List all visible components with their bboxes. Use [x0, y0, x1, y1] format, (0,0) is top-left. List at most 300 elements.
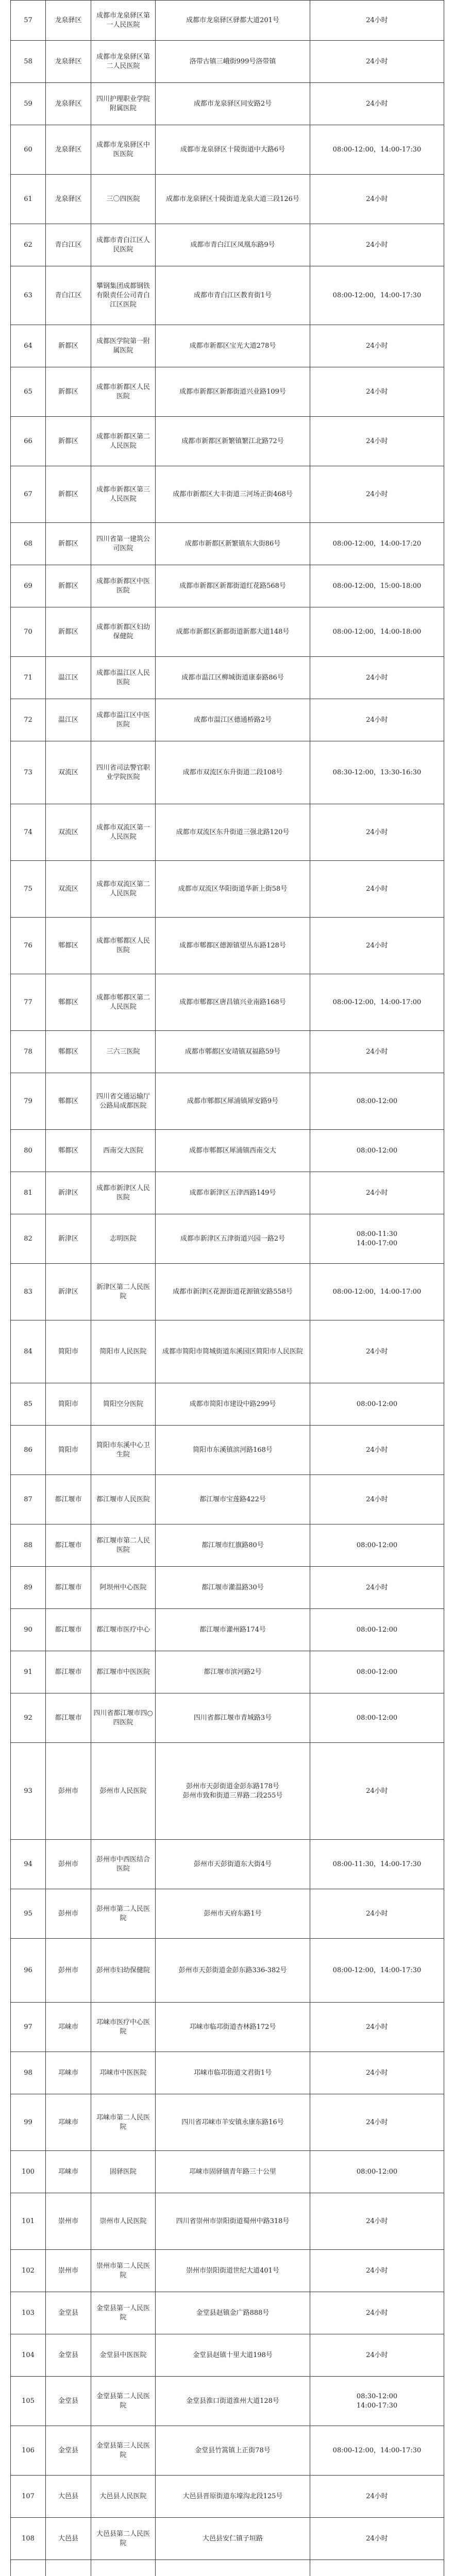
hours-lines	[333, 145, 422, 155]
hospital-name-cell: 都江堰市第二人民医院	[91, 1524, 156, 1567]
hospital-name-cell: 成都医学院第一附属医院	[91, 325, 156, 367]
address-cell: 四川省都江堰市青城路3号	[156, 1693, 310, 1743]
hours-cell	[310, 1, 444, 41]
hours-line: 08:00-12:00	[356, 1400, 398, 1408]
district-cell: 新都区	[46, 466, 91, 523]
hours-lines	[333, 291, 422, 300]
address-cell: 成都市青白江区教育街1号	[156, 266, 310, 325]
hospital-name-cell: 彭州市人民医院	[91, 1743, 156, 1840]
hours-line: 24小时	[366, 342, 388, 350]
hours-lines	[366, 2069, 388, 2078]
hospital-name-cell: 金堂县第三人民医院	[91, 2426, 156, 2476]
row-number-cell: 76	[11, 918, 46, 974]
hours-cell	[310, 523, 444, 565]
district-cell: 金堂县	[46, 2292, 91, 2334]
hours-cell	[310, 1264, 444, 1320]
table-row	[11, 1743, 444, 1840]
row-number-cell: 102	[11, 2250, 46, 2292]
district-cell: 邛崃市	[46, 2094, 91, 2151]
hospital-name-cell: 新津区第二人民医院	[91, 1264, 156, 1320]
table-row	[11, 125, 444, 175]
row-number-cell: 108	[11, 2518, 46, 2560]
hours-cell	[310, 417, 444, 466]
row-number-cell: 98	[11, 2052, 46, 2094]
hospital-name-cell: 成都市新津区人民医院	[91, 1172, 156, 1214]
hospital-name-cell: 成都市新都区中医医院	[91, 565, 156, 607]
address-cell: 成都市双流区华阳街道华新上街58号	[156, 861, 310, 918]
table-row	[11, 1651, 444, 1693]
address-cell: 成都市郫都区德源镇望丛东路128号	[156, 918, 310, 974]
row-number-cell: 64	[11, 325, 46, 367]
row-number-cell: 93	[11, 1743, 46, 1840]
district-cell: 都江堰市	[46, 1651, 91, 1693]
district-cell: 简阳市	[46, 1383, 91, 1426]
hours-line: 08:00-12:00，14:00-17:30	[332, 1966, 422, 1974]
table-row	[11, 466, 444, 523]
hours-lines	[366, 490, 388, 499]
hours-lines	[366, 2309, 388, 2318]
hours-lines	[357, 2167, 397, 2177]
address-cell: 简阳市东溪镇滨河路168号	[156, 1426, 310, 1475]
address-cell: 成都市新都区新繁镇繁江北路72号	[156, 417, 310, 466]
hospital-name-cell: 都江堰市中医医院	[91, 1651, 156, 1693]
row-number-cell: 106	[11, 2426, 46, 2476]
row-number-cell: 85	[11, 1383, 46, 1426]
hours-line: 24小时	[366, 885, 388, 893]
hospital-table	[10, 0, 444, 2576]
row-number-cell: 81	[11, 1172, 46, 1214]
hours-line: 24小时	[366, 2266, 388, 2275]
hours-line: 08:00-12:00，14:00-18:00	[332, 628, 422, 636]
hospital-name-cell: 简阳市东溪中心卫生院	[91, 1426, 156, 1475]
address-cell: 成都市郫都区安靖镇双福路59号	[156, 1031, 310, 1073]
address-cell: 大邑县安仁镇子垣路	[156, 2518, 310, 2560]
address-cell: 金堂县赵镇金广路888号	[156, 2292, 310, 2334]
address-cell: 成都市龙泉驿区十陵街道龙泉大道三段126号	[156, 175, 310, 224]
hours-lines	[366, 1495, 388, 1504]
hospital-name-cell: 成都市双流区第一人民医院	[91, 804, 156, 861]
district-cell: 双流区	[46, 861, 91, 918]
table-row	[11, 2334, 444, 2377]
district-cell: 龙泉驿区	[46, 83, 91, 125]
district-cell: 新都区	[46, 565, 91, 607]
row-number-cell: 68	[11, 523, 46, 565]
hours-line: 24小时	[366, 241, 388, 249]
row-number-cell: 94	[11, 1840, 46, 1889]
row-number-cell: 105	[11, 2377, 46, 2426]
district-cell: 邛崃市	[46, 2003, 91, 2052]
hospital-name-cell: 西南交大医院	[91, 1130, 156, 1172]
hospital-name-cell: 崇州市第二人民医院	[91, 2250, 156, 2292]
hours-cell	[310, 1320, 444, 1383]
row-number-cell: 101	[11, 2193, 46, 2250]
table-row	[11, 974, 444, 1031]
address-cell	[156, 2560, 310, 2576]
hospital-name-cell: 成都市新都区第二人民医院	[91, 417, 156, 466]
district-cell: 简阳市	[46, 1320, 91, 1383]
hours-lines	[366, 2492, 388, 2501]
district-cell: 大邑县	[46, 2476, 91, 2518]
hours-line: 14:00-17:00	[356, 1239, 398, 1247]
hours-lines	[357, 1400, 397, 1409]
table-row	[11, 1567, 444, 1609]
hours-cell	[310, 1840, 444, 1889]
hours-line: 24小时	[366, 2309, 388, 2317]
table-row	[11, 918, 444, 974]
address-cell: 成都市新都区宝光大道278号	[156, 325, 310, 367]
row-number-cell: 95	[11, 1889, 46, 1939]
address-cell: 都江堰市红旗路80号	[156, 1524, 310, 1567]
hours-lines	[357, 1097, 397, 1106]
hours-cell	[310, 41, 444, 83]
hours-cell	[310, 224, 444, 266]
hospital-name-cell: 志明医院	[91, 1214, 156, 1264]
hours-lines	[333, 628, 422, 637]
table-row	[11, 741, 444, 804]
table-row	[11, 2426, 444, 2476]
row-number-cell: 70	[11, 607, 46, 657]
address-cell: 成都市龙泉驿区同安路2号	[156, 83, 310, 125]
table-row	[11, 1, 444, 41]
address-cell: 彭州市天彭街道金彭东路178号 彭州市致和街道三界路二段255号	[156, 1743, 310, 1840]
hours-cell	[310, 861, 444, 918]
hours-lines	[366, 2217, 388, 2226]
district-cell: 新津区	[46, 1214, 91, 1264]
table-row	[11, 2193, 444, 2250]
district-cell: 简阳市	[46, 1426, 91, 1475]
address-cell: 都江堰市灌温路30号	[156, 1567, 310, 1609]
hours-line: 08:00-12:00，15:00-18:00	[332, 582, 422, 590]
district-cell: 彭州市	[46, 1889, 91, 1939]
hospital-name-cell: 成都市温江区人民医院	[91, 657, 156, 699]
row-number-cell: 88	[11, 1524, 46, 1567]
district-cell: 崇州市	[46, 2193, 91, 2250]
address-cell: 成都市双流区东升街道二段108号	[156, 741, 310, 804]
hours-lines	[366, 2118, 388, 2127]
row-number-cell: 99	[11, 2094, 46, 2151]
hospital-name-cell: 成都市新都区第三人民医院	[91, 466, 156, 523]
hours-cell	[310, 325, 444, 367]
row-number-cell	[11, 2560, 46, 2576]
district-cell: 都江堰市	[46, 1567, 91, 1609]
hours-cell	[310, 1383, 444, 1426]
hours-cell	[310, 1073, 444, 1130]
address-cell: 邛崃市固驿镇青年路三十公里	[156, 2151, 310, 2193]
address-cell: 成都市青白江区凤凰东路9号	[156, 224, 310, 266]
table-row	[11, 2151, 444, 2193]
hours-line: 24小时	[366, 941, 388, 950]
table-row	[11, 2377, 444, 2426]
address-cell: 成都市新都区新都街道新都大道148号	[156, 607, 310, 657]
address-cell: 成都市郫都区唐昌镇兴业南路168号	[156, 974, 310, 1031]
hospital-name-cell: 彭州市第二人民医院	[91, 1889, 156, 1939]
row-number-cell: 79	[11, 1073, 46, 1130]
hospital-name-cell: 成都市青白江区人民医院	[91, 224, 156, 266]
row-number-cell: 92	[11, 1693, 46, 1743]
hours-cell	[310, 2094, 444, 2151]
address-cell: 成都市新都区新繁镇东大街86号	[156, 523, 310, 565]
hours-line: 24小时	[366, 1909, 388, 1918]
row-number-cell: 72	[11, 699, 46, 741]
hours-line: 08:00-12:00，14:00-17:00	[332, 998, 422, 1006]
hours-lines	[366, 1189, 388, 1198]
hours-lines	[333, 2446, 422, 2455]
hours-cell	[310, 1130, 444, 1172]
hours-cell	[310, 1693, 444, 1743]
hospital-name-cell: 都江堰市医疗中心	[91, 1609, 156, 1651]
hours-line: 24小时	[366, 1446, 388, 1454]
hours-lines	[333, 1966, 422, 1975]
address-cell: 大邑县晋原街道东壕沟北段125号	[156, 2476, 310, 2518]
hours-lines	[333, 539, 422, 549]
hours-lines	[366, 1047, 388, 1057]
hours-lines	[357, 1668, 397, 1677]
district-cell: 金堂县	[46, 2426, 91, 2476]
hours-lines	[366, 1909, 388, 1919]
hours-line: 24小时	[366, 437, 388, 445]
district-cell: 青白江区	[46, 224, 91, 266]
hours-line: 24小时	[366, 2217, 388, 2225]
hours-lines	[333, 1860, 422, 1869]
row-number-cell: 107	[11, 2476, 46, 2518]
hospital-name-cell: 都江堰市人民医院	[91, 1475, 156, 1524]
hours-cell	[310, 1567, 444, 1609]
hours-line: 24小时	[366, 716, 388, 724]
table-row	[11, 224, 444, 266]
hours-cell	[310, 2334, 444, 2377]
hospital-name-cell: 四川省司法警官职业学院医院	[91, 741, 156, 804]
hours-cell	[310, 2151, 444, 2193]
hours-cell	[310, 2193, 444, 2250]
row-number-cell: 69	[11, 565, 46, 607]
address-cell: 成都市简阳市简城街道东溪园区简阳市人民医院	[156, 1320, 310, 1383]
hospital-name-cell: 成都市郫都区第二人民医院	[91, 974, 156, 1031]
address-cell: 成都市新都区新都街道兴业路109号	[156, 367, 310, 417]
hospital-name-cell: 四川护理职业学院附属医院	[91, 83, 156, 125]
address-cell: 成都市龙泉驿区十陵街道中大路6号	[156, 125, 310, 175]
hours-cell	[310, 804, 444, 861]
district-cell: 彭州市	[46, 1743, 91, 1840]
hospital-name-cell: 成都市郫都区人民医院	[91, 918, 156, 974]
row-number-cell: 74	[11, 804, 46, 861]
hours-lines	[366, 2351, 388, 2360]
hours-lines	[366, 828, 388, 837]
district-cell: 彭州市	[46, 1840, 91, 1889]
district-cell: 龙泉驿区	[46, 175, 91, 224]
row-number-cell: 75	[11, 861, 46, 918]
hours-cell	[310, 1475, 444, 1524]
row-number-cell: 62	[11, 224, 46, 266]
hours-line: 24小时	[366, 1583, 388, 1591]
hours-line: 08:30-12:00	[356, 2392, 398, 2400]
hours-cell	[310, 83, 444, 125]
hours-lines	[333, 768, 422, 777]
hours-line: 08:00-12:00，14:00-17:00	[332, 1287, 422, 1296]
hours-lines	[357, 1146, 397, 1156]
address-cell: 彭州市天府东路1号	[156, 1889, 310, 1939]
table-row	[11, 1264, 444, 1320]
hospital-name-cell: 四川省都江堰市四○四医院	[91, 1693, 156, 1743]
hours-lines	[366, 2534, 388, 2544]
address-cell: 邛崃市临邛街道杏林路172号	[156, 2003, 310, 2052]
hours-line: 08:00-12:00	[356, 1097, 398, 1105]
row-number-cell: 89	[11, 1567, 46, 1609]
row-number-cell: 78	[11, 1031, 46, 1073]
hours-line: 24小时	[366, 1495, 388, 1503]
address-cell: 成都市温江区柳城街道康泰路86号	[156, 657, 310, 699]
district-cell: 都江堰市	[46, 1609, 91, 1651]
hours-cell	[310, 1743, 444, 1840]
hours-lines	[366, 387, 388, 397]
table-row	[11, 1693, 444, 1743]
hours-line: 24小时	[366, 2534, 388, 2543]
table-row	[11, 417, 444, 466]
hours-lines	[366, 1787, 388, 1796]
district-cell	[46, 2560, 91, 2576]
row-number-cell: 90	[11, 1609, 46, 1651]
district-cell: 新都区	[46, 417, 91, 466]
row-number-cell: 63	[11, 266, 46, 325]
row-number-cell: 82	[11, 1214, 46, 1264]
row-number-cell: 61	[11, 175, 46, 224]
hours-line: 24小时	[366, 828, 388, 836]
district-cell: 新都区	[46, 607, 91, 657]
hospital-name-cell: 金堂县第一人民医院	[91, 2292, 156, 2334]
hospital-name-cell: 彭州市中西医结合医院	[91, 1840, 156, 1889]
hospital-name-cell: 邛崃市医疗中心医院	[91, 2003, 156, 2052]
hours-lines	[366, 57, 388, 66]
hours-cell	[310, 1889, 444, 1939]
hours-lines	[366, 16, 388, 25]
address-cell: 成都市简阳市建设中路299号	[156, 1383, 310, 1426]
table-row	[11, 1426, 444, 1475]
row-number-cell: 104	[11, 2334, 46, 2377]
address-cell: 成都市新都区大丰街道三河场正街468号	[156, 466, 310, 523]
table-row	[11, 2476, 444, 2518]
hours-line: 08:00-11:30	[356, 1230, 398, 1238]
address-cell: 都江堰市宝莲路422号	[156, 1475, 310, 1524]
hours-cell	[310, 657, 444, 699]
table-row	[11, 1031, 444, 1073]
district-cell: 郫都区	[46, 974, 91, 1031]
row-number-cell: 59	[11, 83, 46, 125]
district-cell: 大邑县	[46, 2518, 91, 2560]
table-row	[11, 1475, 444, 1524]
hospital-name-cell: 固驿医院	[91, 2151, 156, 2193]
hours-line: 08:30-12:00，13:30-16:30	[332, 768, 422, 776]
district-cell: 温江区	[46, 657, 91, 699]
table-row	[11, 1889, 444, 1939]
hours-line: 24小时	[366, 1189, 388, 1197]
district-cell: 温江区	[46, 699, 91, 741]
hospital-name-cell: 简阳空分医院	[91, 1383, 156, 1426]
hours-cell	[310, 2250, 444, 2292]
table-row	[11, 607, 444, 657]
hospital-table-body	[11, 1, 444, 2576]
district-cell: 龙泉驿区	[46, 125, 91, 175]
hospital-name-cell: 成都市温江区中医医院	[91, 699, 156, 741]
hours-cell	[310, 2560, 444, 2576]
hospital-name-cell: 金堂县中医医院	[91, 2334, 156, 2377]
table-row	[11, 2560, 444, 2576]
hours-cell	[310, 2426, 444, 2476]
row-number-cell: 83	[11, 1264, 46, 1320]
hours-cell	[310, 1524, 444, 1567]
row-number-cell: 96	[11, 1939, 46, 2003]
hours-line: 24小时	[366, 195, 388, 203]
hours-line: 24小时	[366, 57, 388, 65]
address-cell: 洛带古镇三峨街999号洛带镇	[156, 41, 310, 83]
hours-cell	[310, 125, 444, 175]
address-cell: 成都市郫都区犀浦镇西南交大	[156, 1130, 310, 1172]
hours-lines	[366, 437, 388, 446]
address-cell: 彭州市天彭街道金彭东路336-382号	[156, 1939, 310, 2003]
address-cell: 崇州市崇阳街道世纪大道401号	[156, 2250, 310, 2292]
hours-lines	[366, 673, 388, 683]
row-number-cell: 80	[11, 1130, 46, 1172]
hours-line: 24小时	[366, 490, 388, 498]
hospital-name-cell: 邛崃市第二人民医院	[91, 2094, 156, 2151]
row-number-cell: 60	[11, 125, 46, 175]
district-cell: 新都区	[46, 523, 91, 565]
district-cell: 新都区	[46, 367, 91, 417]
hours-lines	[366, 195, 388, 204]
hours-cell	[310, 2476, 444, 2518]
table-row	[11, 699, 444, 741]
hours-line: 24小时	[366, 1047, 388, 1056]
hours-cell	[310, 175, 444, 224]
hours-line: 24小时	[366, 16, 388, 24]
row-number-cell: 91	[11, 1651, 46, 1693]
table-row	[11, 1130, 444, 1172]
hours-line: 08:00-12:00	[356, 2167, 398, 2176]
hospital-name-cell: 金堂县第二人民医院	[91, 2377, 156, 2426]
hours-lines	[357, 2392, 397, 2411]
address-cell: 四川省崇州市崇阳街道蜀州中路318号	[156, 2193, 310, 2250]
district-cell: 新津区	[46, 1172, 91, 1214]
district-cell: 郫都区	[46, 1031, 91, 1073]
table-row	[11, 657, 444, 699]
hospital-name-cell: 成都市龙泉驿区第二人民医院	[91, 41, 156, 83]
table-row	[11, 41, 444, 83]
district-cell: 金堂县	[46, 2334, 91, 2377]
hospital-name-cell: 成都市龙泉驿区第一人民医院	[91, 1, 156, 41]
address-cell: 都江堰市灌州路174号	[156, 1609, 310, 1651]
hours-lines	[366, 1583, 388, 1592]
hospital-name-cell: 四川省第一建筑公司医院	[91, 523, 156, 565]
hours-line: 08:00-12:00	[356, 1668, 398, 1676]
district-cell: 都江堰市	[46, 1693, 91, 1743]
row-number-cell: 66	[11, 417, 46, 466]
hospital-name-cell: 阿坝州中心医院	[91, 1567, 156, 1609]
table-row	[11, 266, 444, 325]
hours-line: 24小时	[366, 2351, 388, 2359]
hours-cell	[310, 466, 444, 523]
hours-lines	[366, 885, 388, 894]
hours-line: 24小时	[366, 2118, 388, 2126]
hospital-name-cell: 成都市龙泉驿区中医医院	[91, 125, 156, 175]
hours-cell	[310, 1172, 444, 1214]
address-cell: 都江堰市滨河路2号	[156, 1651, 310, 1693]
hours-line: 24小时	[366, 387, 388, 396]
hours-cell	[310, 1651, 444, 1693]
hours-cell	[310, 565, 444, 607]
table-row	[11, 1383, 444, 1426]
district-cell: 郫都区	[46, 918, 91, 974]
hours-cell	[310, 2292, 444, 2334]
address-cell: 成都市新津区五津西路149号	[156, 1172, 310, 1214]
row-number-cell: 86	[11, 1426, 46, 1475]
